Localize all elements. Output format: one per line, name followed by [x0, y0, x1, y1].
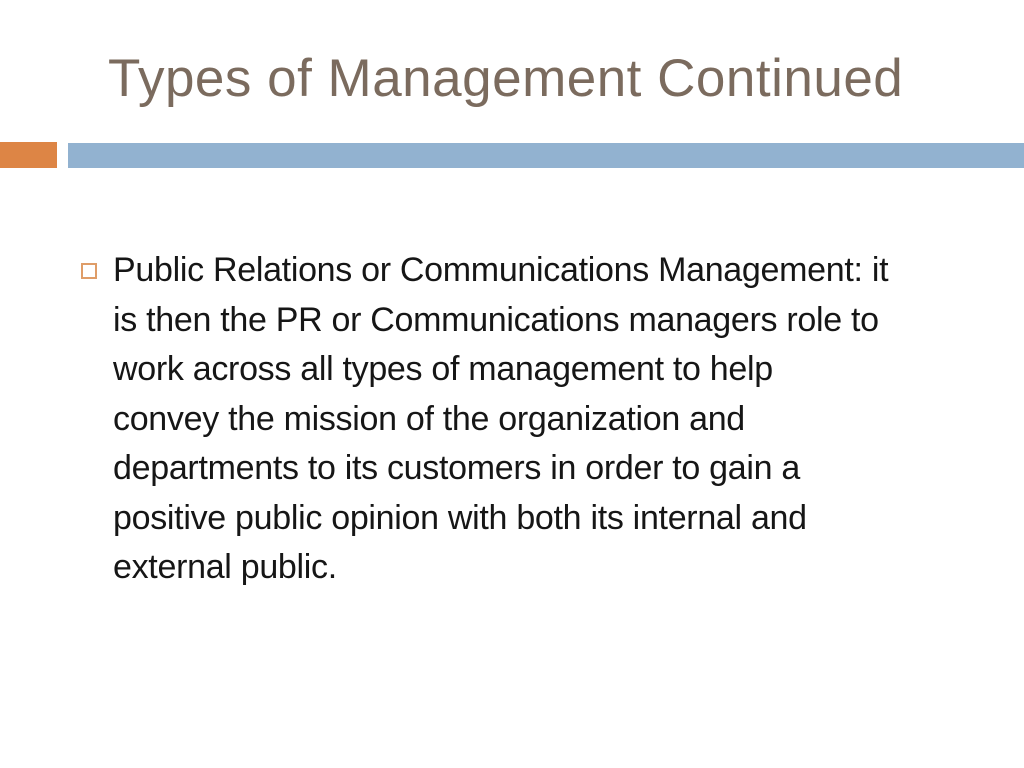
bullet-text	[113, 246, 973, 593]
bullet-text-line: Public Relations or Communications Management: it	[113, 251, 889, 289]
slide-title: Types of Management Continued	[108, 49, 904, 108]
accent-bar-orange	[0, 142, 57, 168]
bullet-text-line: external public.	[113, 548, 337, 586]
bullet-text-line: is then the PR or Communications managers role to	[113, 300, 879, 339]
bullet-text-line: work across all types of management to help	[113, 350, 773, 388]
bullet-square-icon	[81, 263, 97, 279]
bullet-text-line: positive public opinion with both its internal and	[113, 498, 807, 537]
accent-bar-blue	[68, 143, 1024, 168]
bullet-text-line: departments to its customers in order to gain a	[113, 449, 801, 487]
slide-body	[113, 246, 973, 593]
bullet-text-line: convey the mission of the organization and	[113, 399, 745, 438]
title-divider-band	[0, 142, 1024, 168]
